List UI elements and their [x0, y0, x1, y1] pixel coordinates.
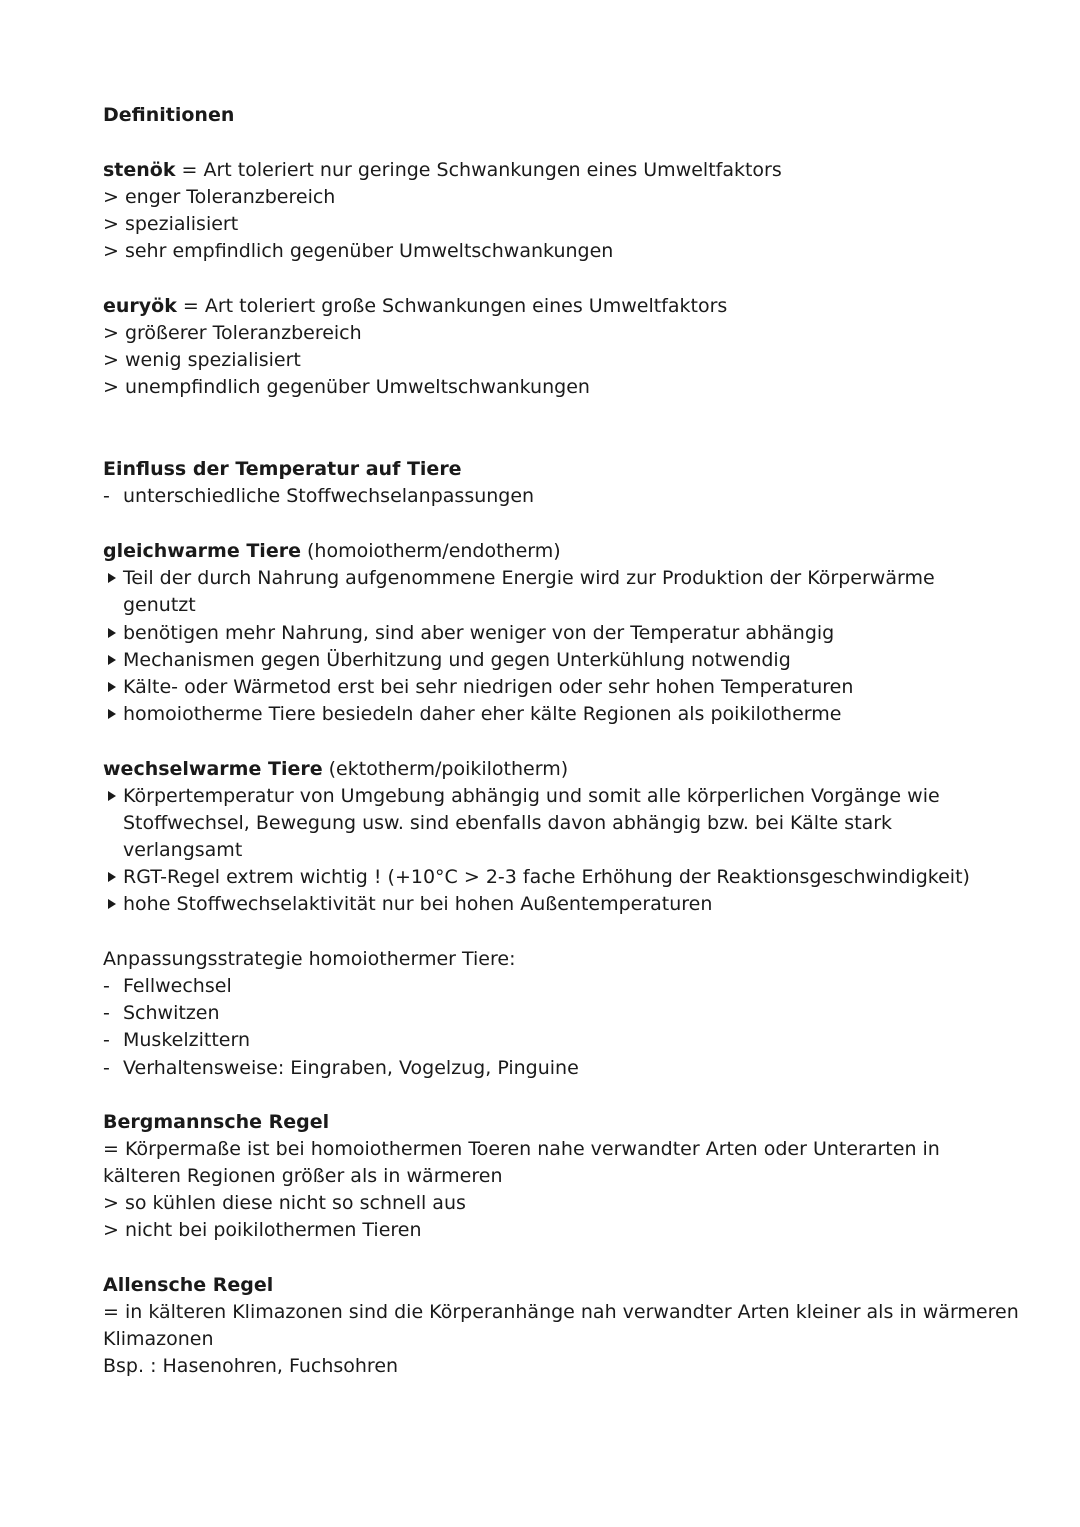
anpassung-item: Fellwechsel [123, 975, 232, 997]
gleichwarm-bullet: homoiotherme Tiere besiedeln daher eher kälte Regionen als poikilotherme [123, 703, 842, 725]
wechselwarm-bullet-continuation: verlangsamt [123, 839, 243, 861]
stenoek-point: > spezialisiert [103, 213, 239, 235]
anpassung-item: Verhaltensweise: Eingraben, Vogelzug, Pinguine [123, 1057, 579, 1079]
stenoek-point: > sehr empfindlich gegenüber Umweltschwankungen [103, 240, 614, 262]
gleichwarm-bullet-continuation: genutzt [123, 594, 196, 616]
dash-bullet: - [103, 1057, 110, 1079]
gleichwarm-bullet: Teil der durch Nahrung aufgenommene Energie wird zur Produktion der Körperwärme [123, 567, 935, 589]
euryoek-point: > größerer Toleranzbereich [103, 322, 362, 344]
triangle-bullet-icon [108, 899, 116, 909]
allen-line: Klimazonen [103, 1328, 214, 1350]
euryoek-term: euryök [103, 295, 177, 317]
stenoek-point: > enger Toleranzbereich [103, 186, 336, 208]
wechselwarm-bullet: hohe Stoffwechselaktivität nur bei hohen Außentemperaturen [123, 893, 713, 915]
euryoek-definition: euryök = Art toleriert große Schwankungen eines Umweltfaktors [103, 295, 728, 317]
dash-bullet: - [103, 1002, 110, 1024]
gleichwarm-bullet: Kälte- oder Wärmetod erst bei sehr niedrigen oder sehr hohen Temperaturen [123, 676, 854, 698]
bergmann-line: kälteren Regionen größer als in wärmeren [103, 1165, 503, 1187]
triangle-bullet-icon [108, 655, 116, 665]
anpassung-heading: Anpassungsstrategie homoiothermer Tiere: [103, 948, 516, 970]
gleichwarm-bullet: benötigen mehr Nahrung, sind aber weniger von der Temperatur abhängig [123, 622, 835, 644]
anpassung-item: Schwitzen [123, 1002, 220, 1024]
triangle-bullet-icon [108, 709, 116, 719]
section-heading-allen: Allensche Regel [103, 1274, 274, 1296]
wechselwarm-bullet: RGT-Regel extrem wichtig ! (+10°C > 2-3 fache Erhöhung der Reaktionsgeschwindigkeit) [123, 866, 970, 888]
triangle-bullet-icon [108, 872, 116, 882]
wechselwarm-bullet: Körpertemperatur von Umgebung abhängig und somit alle körperlichen Vorgänge wie [123, 785, 940, 807]
section-heading-temperatur: Einfluss der Temperatur auf Tiere [103, 458, 462, 480]
allen-line: Bsp. : Hasenohren, Fuchsohren [103, 1355, 399, 1377]
section-heading-gleichwarm: gleichwarme Tiere (homoiotherm/endotherm) [103, 540, 561, 562]
gleichwarm-bullet: Mechanismen gegen Überhitzung und gegen Unterkühlung notwendig [123, 649, 791, 671]
section-heading-definitionen: Definitionen [103, 104, 235, 126]
temperatur-point: unterschiedliche Stoffwechselanpassungen [123, 485, 535, 507]
dash-bullet: - [103, 975, 110, 997]
triangle-bullet-icon [108, 682, 116, 692]
euryoek-point: > wenig spezialisiert [103, 349, 301, 371]
bergmann-line: = Körpermaße ist bei homoiothermen Toeren nahe verwandter Arten oder Unterarten in [103, 1138, 940, 1160]
dash-bullet: - [103, 1029, 110, 1051]
stenoek-definition: stenök = Art toleriert nur geringe Schwankungen eines Umweltfaktors [103, 159, 782, 181]
triangle-bullet-icon [108, 573, 116, 583]
anpassung-item: Muskelzittern [123, 1029, 250, 1051]
bergmann-line: > so kühlen diese nicht so schnell aus [103, 1192, 466, 1214]
dash-bullet: - [103, 485, 110, 507]
section-heading-bergmann: Bergmannsche Regel [103, 1111, 330, 1133]
wechselwarm-bullet-continuation: Stoffwechsel, Bewegung usw. sind ebenfalls davon abhängig bzw. bei Kälte stark [123, 812, 893, 834]
bergmann-line: > nicht bei poikilothermen Tieren [103, 1219, 422, 1241]
triangle-bullet-icon [108, 628, 116, 638]
triangle-bullet-icon [108, 791, 116, 801]
stenoek-term: stenök [103, 159, 176, 181]
section-heading-wechselwarm: wechselwarme Tiere (ektotherm/poikilotherm) [103, 758, 569, 780]
allen-line: = in kälteren Klimazonen sind die Körperanhänge nah verwandter Arten kleiner als in wärmeren [103, 1301, 1019, 1323]
euryoek-point: > unempfindlich gegenüber Umweltschwankungen [103, 376, 590, 398]
